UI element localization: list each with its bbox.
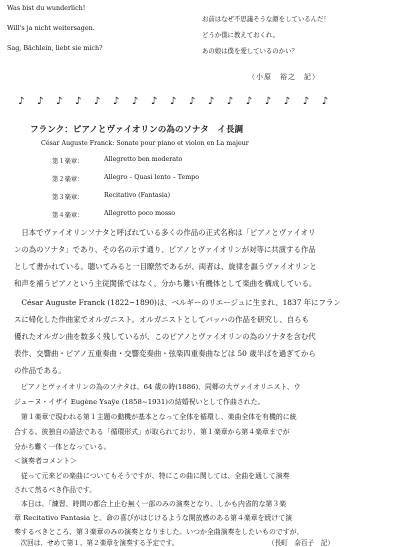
movement-4 (52, 210, 252, 220)
movement-2 (52, 174, 252, 184)
movement-3 (52, 192, 252, 202)
body-line: スに帰化した作曲家でオルガニスト。オルガニストとしてバッハの作品を研究し、自らも (14, 315, 309, 324)
movement-tempo: Allegretto ben moderato (104, 156, 183, 163)
body-line: 章 Recitativo Fantasia と、命の喜びがはじけるような開放感のある第４楽章を続けて演 (14, 514, 293, 522)
music-notes-row (18, 96, 390, 107)
body-line: ンの為のソナタ」であり、その名の示す通り、ピアノとヴァイオリンが対等に共演する作品 (14, 245, 316, 254)
subtitle: César Auguste Franck: Sonate pour piano et violon en La majeur (41, 140, 249, 147)
signature-top: （小原 裕之 記） (248, 73, 320, 81)
movement-1 (52, 156, 252, 166)
body-line: 本日は、「練習、時間の都合上止む無く一部のみの演奏となり、しかも内省的な第３楽 (14, 500, 287, 508)
body-line: ジェーヌ・イザイ Eugène Ysaÿe (1858~1931)の結婚祝いとして作曲された。 (14, 398, 265, 406)
body-line: として書かれている。聴いてみると一目瞭然であるが、両者は、旋律を謳うヴァイオリンと (14, 262, 317, 271)
body-line: 奏するべきところ、第３楽章のみの演奏となりました。いつか全曲演奏をしたいものですが、 (14, 528, 304, 536)
signature-bottom: （長町 奈百子 記） (268, 539, 334, 547)
body-line: 優れたオルガン曲を数多く残しているが、このピアノとヴァイオリンの為のソナタを含む代 (14, 332, 316, 341)
german-line-3: Sag, Bächlein, liebt sie mich? (7, 44, 103, 52)
body-line: 日本でヴァイオリンソナタと呼ばれている多くの作品の正式名称は「ピアノとヴァイオリ (14, 228, 316, 237)
japanese-line-3: あの娘は僕を愛しているのかい？ (202, 47, 298, 55)
page-title: フランク：ピアノとヴァイオリンの為のソナタ イ長調 (30, 125, 244, 135)
body-line: César Auguste Franck (1822~1890)は、ベルギーのリエージュに生まれ、1837 年にフラン (14, 298, 341, 307)
movement-label: 第３楽章： (52, 194, 84, 201)
body-line: の作品である。 (14, 366, 66, 375)
movement-label: 第２楽章： (52, 176, 84, 183)
body-line: されて然るべき作品です。 (14, 486, 97, 494)
body-line: 表作、交響曲・ピアノ五重奏曲・交響変奏曲・弦楽四重奏曲などは 50 歳半ばを過ぎてから (14, 349, 316, 358)
music-notes: ♪♪♪♪♪♪♪♪♪♪♪♪♪♪♪♪♪ (18, 96, 341, 107)
body-line: 次回は、せめて第１、第２楽章を演奏する予定です。 (14, 539, 179, 547)
japanese-line-1: お前はなぜ不思議そうな顔をしているんだ！ (202, 15, 330, 23)
body-line: 和声を補うピアノという主従関係ではなく、分かち難い有機体として楽曲を構成している。 (14, 279, 317, 288)
german-line-1: Was bist du wunderlich! (7, 4, 86, 12)
body-line: 合する。彼独自の語法である「循環形式」が取られており、第１楽章から第４楽章までが (14, 428, 290, 436)
movement-label: 第４楽章： (52, 212, 84, 219)
japanese-line-2: どうか僕に教えておくれ。 (202, 31, 280, 39)
body-line: 第１楽章で現われる第１主題の動機が基本となって全体を循環し、楽曲全体を有機的に統 (14, 413, 297, 421)
body-line: 従って元来どの楽曲についてもそうですが、特にこの曲に関しては、全曲を通して演奏 (14, 472, 290, 480)
german-line-2: Will's ja nicht weitersagen. (7, 24, 95, 32)
movement-tempo: Recitativo (Fantasia) (104, 192, 171, 199)
movement-tempo: Allegretto poco mosso (104, 210, 176, 217)
body-line: ピアノとヴァイオリンの為のソナタは、64 歳の時(1886)、同郷の大ヴァイオリニスト、ウ (14, 383, 301, 391)
comment-heading: ＜演奏者コメント＞ (14, 457, 77, 465)
movement-tempo: Allegro – Quasi lento – Tempo (104, 174, 200, 181)
body-line: 分かち難く一体となっている。 (14, 443, 111, 451)
movement-label: 第１楽章： (52, 158, 84, 165)
